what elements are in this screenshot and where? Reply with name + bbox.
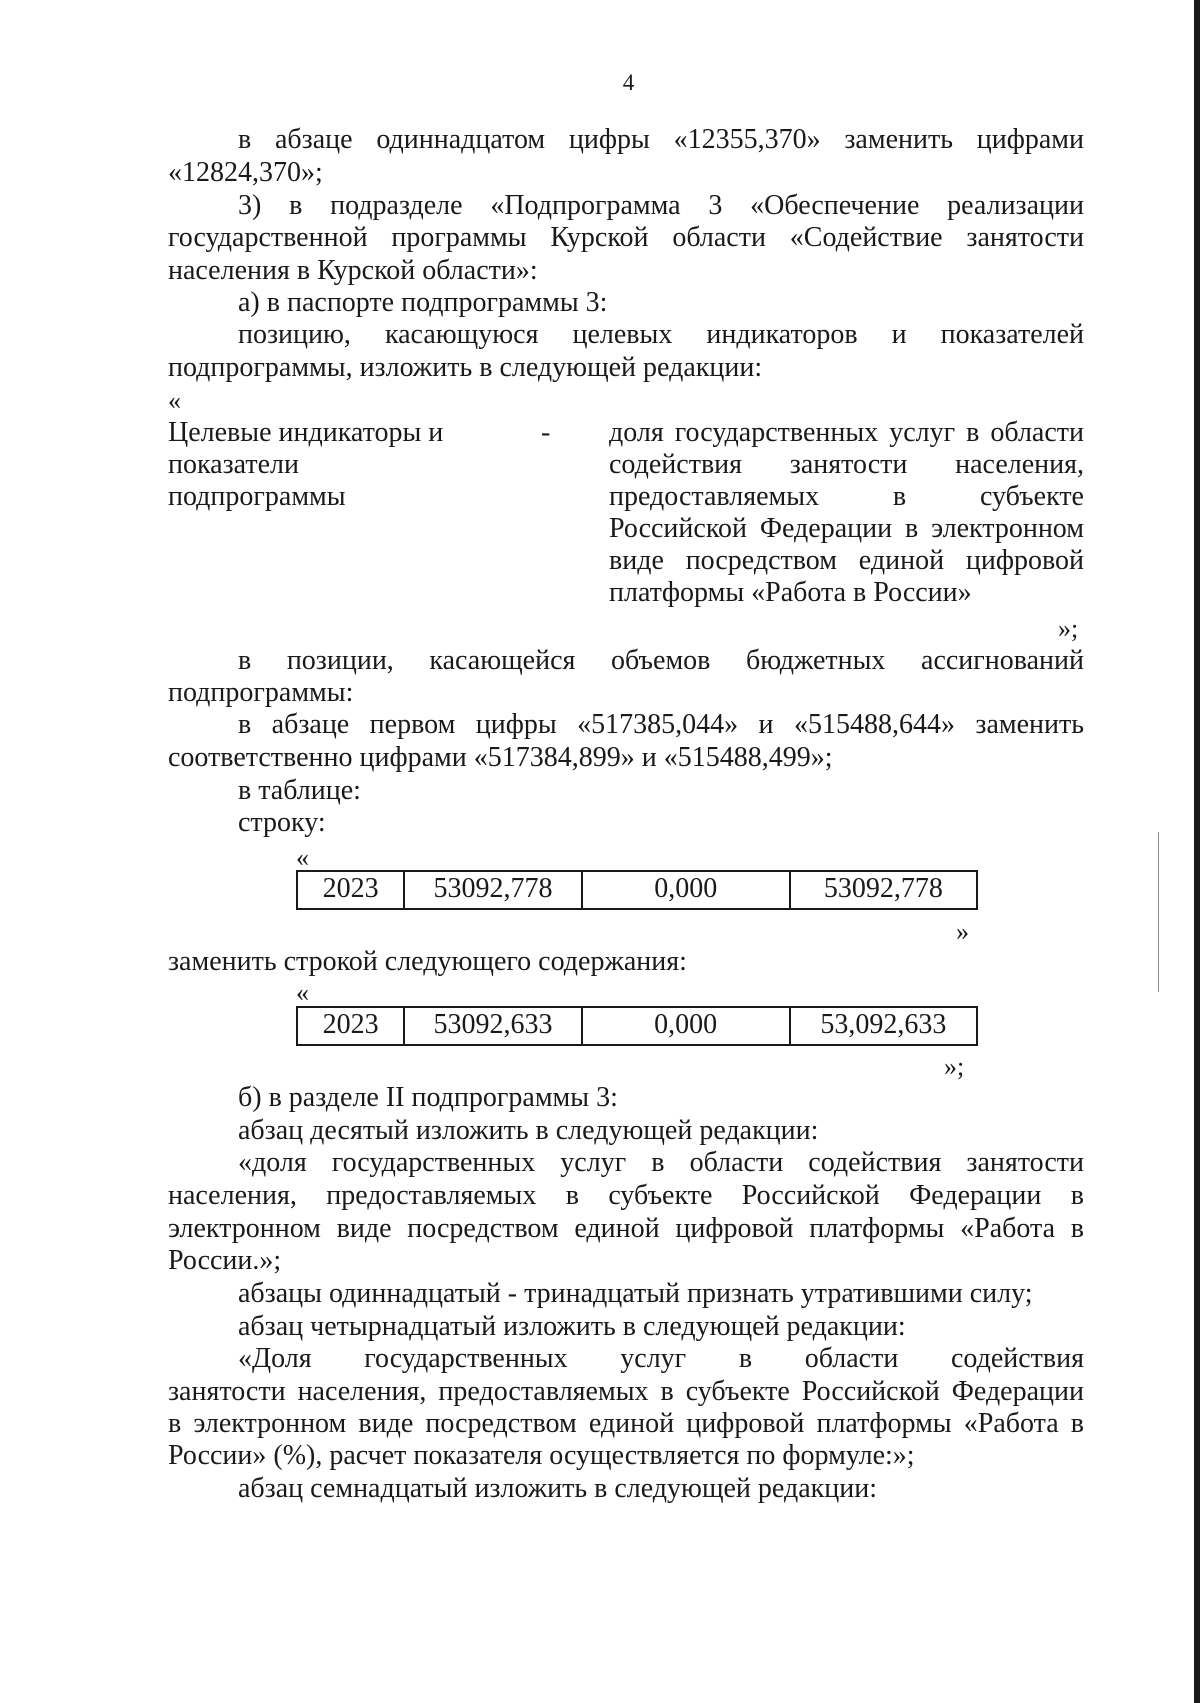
paragraph-line: абзац семнадцатый изложить в следующей редакции: <box>238 1473 877 1504</box>
paragraph-line: в электронном виде посредством единой цифровой платформы «Работа в <box>168 1408 1084 1439</box>
regional-cell: 53,092,633 <box>790 1007 977 1045</box>
paragraph-line: подпрограммы: <box>168 677 354 708</box>
scan-mark <box>1158 832 1159 992</box>
paragraph-line: электронном виде посредством единой цифровой платформы «Работа в <box>168 1213 1084 1244</box>
dash-separator: - <box>541 417 551 448</box>
paragraph-line: соответственно цифрами «517384,899» и «515488,499»; <box>168 742 833 773</box>
paragraph-line: 3) в подразделе «Подпрограмма 3 «Обеспечение реализации <box>238 190 1084 221</box>
open-quote: « <box>168 386 181 415</box>
new-row-table <box>296 1006 978 1046</box>
paragraph-line: абзацы одиннадцатый - тринадцатый признать утратившими силу; <box>238 1278 1033 1309</box>
open-quote: « <box>296 843 309 872</box>
regional-cell: 53092,778 <box>790 871 977 909</box>
paragraph-line: в абзаце первом цифры «517385,044» и «515488,644» заменить <box>238 709 1084 740</box>
indicator-text: Российской Федерации в электронном <box>609 513 1084 544</box>
paragraph-line: строку: <box>238 807 326 838</box>
close-quote: »; <box>944 1052 965 1081</box>
year-cell: 2023 <box>297 871 404 909</box>
paragraph-line: населения в Курской области»: <box>168 255 538 286</box>
paragraph-line: позицию, касающуюся целевых индикаторов и показателей <box>238 319 1084 350</box>
paragraph-line: государственной программы Курской области «Содействие занятости <box>168 222 1084 253</box>
paragraph-line: в абзаце одиннадцатом цифры «12355,370» заменить цифрами <box>238 124 1084 155</box>
table-row <box>297 1007 977 1045</box>
total-cell: 53092,778 <box>404 871 581 909</box>
close-quote: » <box>956 917 969 946</box>
indicator-label: подпрограммы <box>168 481 346 512</box>
paragraph-line: населения, предоставляемых в субъекте Российской Федерации в <box>168 1180 1084 1211</box>
paragraph-line: абзац десятый изложить в следующей редакции: <box>238 1115 819 1146</box>
indicator-text: платформы «Работа в России» <box>609 577 972 608</box>
table-row <box>297 871 977 909</box>
open-quote: « <box>296 978 309 1007</box>
federal-cell: 0,000 <box>582 871 790 909</box>
page-number: 4 <box>622 70 635 95</box>
indicator-label: Целевые индикаторы и <box>168 417 444 448</box>
federal-cell: 0,000 <box>582 1007 790 1045</box>
page-edge <box>1194 0 1200 1703</box>
paragraph-line: б) в разделе II подпрограммы 3: <box>238 1082 618 1113</box>
paragraph-line: занятости населения, предоставляемых в субъекте Российской Федерации <box>168 1376 1084 1407</box>
old-row-table <box>296 870 978 910</box>
indicator-text: доля государственных услуг в области <box>609 417 1084 448</box>
paragraph-line: в позиции, касающейся объемов бюджетных ассигнований <box>238 645 1084 676</box>
paragraph-line: абзац четырнадцатый изложить в следующей редакции: <box>238 1311 906 1342</box>
paragraph-line: России.»; <box>168 1245 282 1276</box>
paragraph-line: заменить строкой следующего содержания: <box>168 946 687 977</box>
close-quote: »; <box>1058 614 1079 643</box>
indicator-text: содействия занятости населения, <box>609 449 1084 480</box>
paragraph-line: а) в паспорте подпрограммы 3: <box>238 287 608 318</box>
total-cell: 53092,633 <box>404 1007 581 1045</box>
paragraph-line: в таблице: <box>238 775 361 806</box>
paragraph-line: подпрограммы, изложить в следующей редакции: <box>168 352 763 383</box>
paragraph-line: России» (%), расчет показателя осуществляется по формуле:»; <box>168 1440 915 1471</box>
paragraph-line: «доля государственных услуг в области содействия занятости <box>238 1147 1084 1178</box>
indicator-text: предоставляемых в субъекте <box>609 481 1084 512</box>
paragraph-line: «Доля государственных услуг в области содействия <box>238 1343 1084 1374</box>
indicator-text: виде посредством единой цифровой <box>609 545 1084 576</box>
paragraph-line: «12824,370»; <box>168 157 323 188</box>
indicator-label: показатели <box>168 449 299 480</box>
year-cell: 2023 <box>297 1007 404 1045</box>
